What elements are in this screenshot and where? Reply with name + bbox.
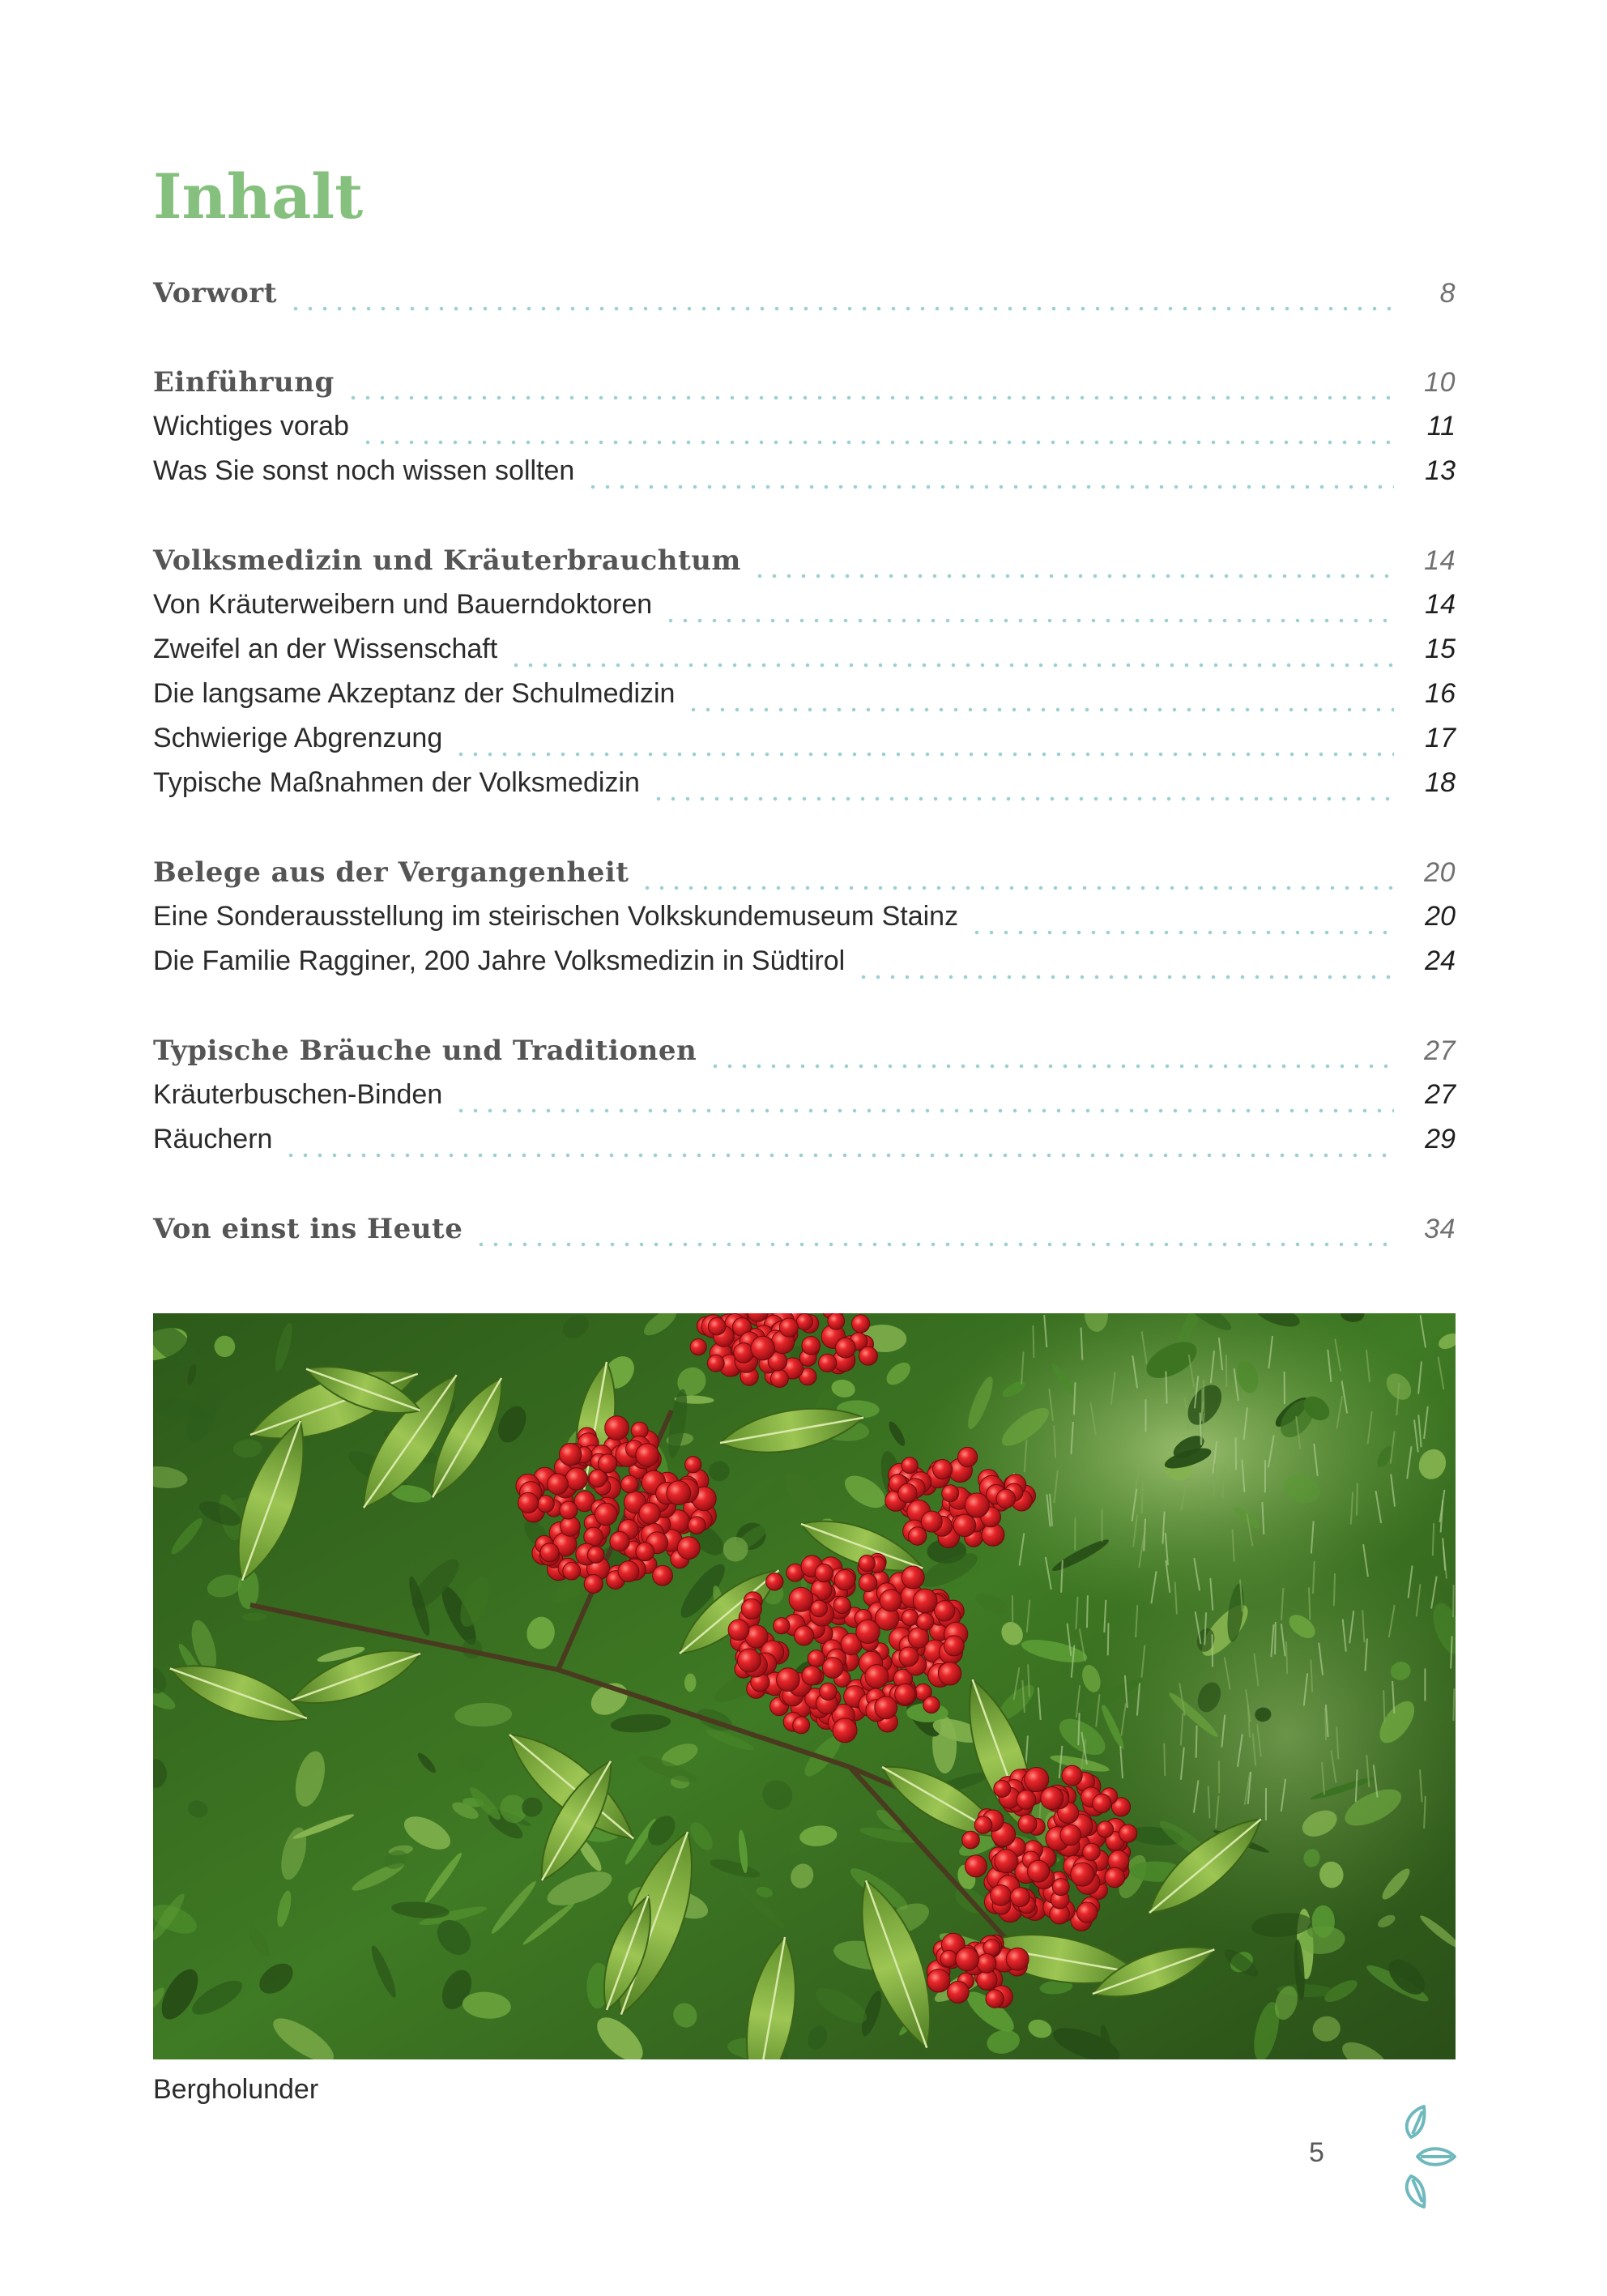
- toc-page-number: 18: [1425, 767, 1456, 798]
- toc-heading[interactable]: [153, 1213, 1456, 1257]
- toc-dot-leader: [686, 707, 1394, 712]
- photo-caption: Bergholunder: [153, 2074, 319, 2105]
- toc-label: Wichtiges vorab: [153, 411, 349, 442]
- toc-dot-leader: [283, 1153, 1394, 1158]
- toc-entry[interactable]: [153, 767, 1456, 812]
- table-of-contents: [153, 277, 1456, 1257]
- toc-dot-leader: [752, 574, 1394, 578]
- toc-label: Typische Maßnahmen der Volksmedizin: [153, 767, 640, 798]
- toc-page-number: 14: [1425, 589, 1456, 620]
- toc-dot-leader: [288, 306, 1394, 311]
- toc-heading[interactable]: [153, 366, 1456, 411]
- toc-entry[interactable]: [153, 455, 1456, 500]
- toc-dot-leader: [651, 796, 1394, 801]
- toc-label: Schwierige Abgrenzung: [153, 723, 443, 753]
- toc-label: Typische Bräuche und Traditionen: [153, 1035, 697, 1067]
- toc-dot-leader: [454, 752, 1394, 757]
- toc-heading[interactable]: [153, 856, 1456, 901]
- toc-entry[interactable]: [153, 1124, 1456, 1168]
- toc-page-number: 24: [1425, 945, 1456, 976]
- toc-entry[interactable]: [153, 945, 1456, 990]
- toc-page-number: 29: [1425, 1124, 1456, 1154]
- toc-dot-leader: [346, 395, 1394, 400]
- toc-dot-leader: [970, 930, 1394, 935]
- toc-dot-leader: [663, 618, 1394, 623]
- toc-label: Räuchern: [153, 1124, 273, 1154]
- toc-entry[interactable]: [153, 678, 1456, 723]
- page-title: Inhalt: [153, 160, 364, 233]
- toc-entry[interactable]: [153, 1079, 1456, 1124]
- toc-heading[interactable]: [153, 544, 1456, 589]
- toc-page-number: 20: [1425, 901, 1456, 932]
- toc-label: Volksmedizin und Kräuterbrauchtum: [153, 544, 741, 577]
- toc-entry[interactable]: [153, 411, 1456, 455]
- toc-label: Was Sie sonst noch wissen sollten: [153, 455, 575, 486]
- toc-label: Kräuterbuschen-Binden: [153, 1079, 443, 1110]
- leaf-emblem-icon: [1395, 2103, 1460, 2209]
- toc-entry[interactable]: [153, 634, 1456, 678]
- toc-dot-leader: [640, 886, 1394, 890]
- toc-entry[interactable]: [153, 589, 1456, 634]
- toc-dot-leader: [509, 663, 1394, 668]
- toc-page-number: 14: [1424, 545, 1456, 576]
- toc-page-number: 10: [1424, 367, 1456, 398]
- toc-page-number: 34: [1424, 1214, 1456, 1244]
- toc-page-number: 27: [1424, 1035, 1456, 1066]
- toc-label: Vorwort: [153, 277, 277, 309]
- toc-heading[interactable]: [153, 1035, 1456, 1079]
- toc-label: Zweifel an der Wissenschaft: [153, 634, 498, 664]
- toc-page-number: 27: [1425, 1079, 1456, 1110]
- toc-dot-leader: [454, 1108, 1394, 1113]
- toc-dot-leader: [708, 1064, 1394, 1069]
- toc-label: Die langsame Akzeptanz der Schulmedizin: [153, 678, 676, 709]
- toc-page-number: 20: [1424, 857, 1456, 888]
- toc-label: Eine Sonderausstellung im steirischen Volkskundemuseum Stainz: [153, 901, 959, 932]
- toc-page-number: 11: [1426, 411, 1456, 442]
- toc-entry[interactable]: [153, 901, 1456, 945]
- photo-bergholunder: [153, 1313, 1456, 2059]
- toc-dot-leader: [474, 1242, 1394, 1247]
- toc-page-number: 8: [1439, 278, 1456, 309]
- toc-label: Von Kräuterweibern und Bauerndoktoren: [153, 589, 653, 620]
- toc-dot-leader: [586, 484, 1394, 489]
- toc-dot-leader: [360, 440, 1394, 445]
- toc-label: Die Familie Ragginer, 200 Jahre Volksmedizin in Südtirol: [153, 945, 846, 976]
- toc-heading[interactable]: [153, 277, 1456, 322]
- toc-page-number: 17: [1425, 723, 1456, 753]
- toc-page-number: 15: [1425, 634, 1456, 664]
- toc-label: Von einst ins Heute: [153, 1213, 463, 1245]
- toc-page-number: 13: [1425, 455, 1456, 486]
- page-number: 5: [1309, 2137, 1324, 2168]
- toc-entry[interactable]: [153, 723, 1456, 767]
- toc-dot-leader: [856, 975, 1394, 979]
- toc-label: Einführung: [153, 366, 335, 399]
- toc-label: Belege aus der Vergangenheit: [153, 856, 629, 889]
- toc-page-number: 16: [1425, 678, 1456, 709]
